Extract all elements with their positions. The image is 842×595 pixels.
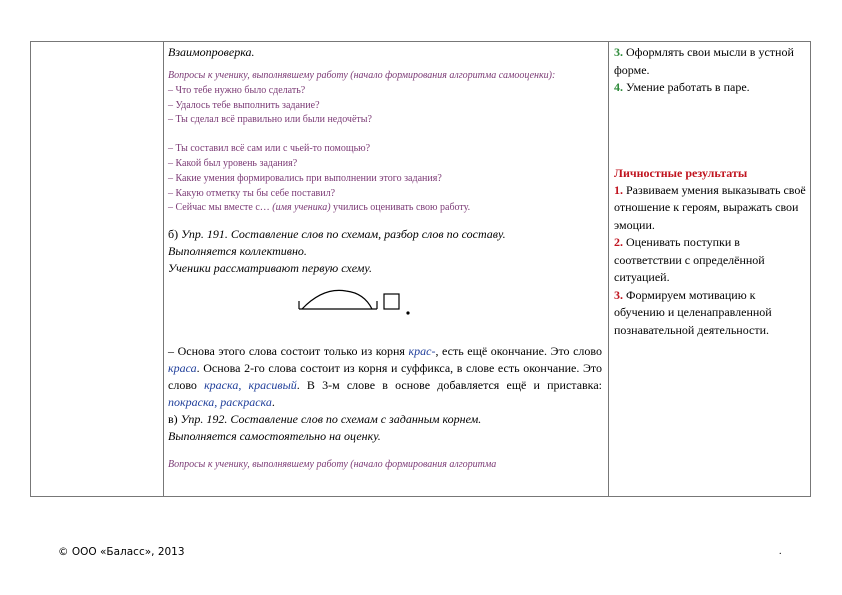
footer-dot: . [779,546,782,557]
lesson-table [30,41,811,497]
question: – Удалось тебе выполнить задание? [168,99,320,111]
task-c-line1: в) Упр. 192. Составление слов по схемам с заданным корнем. [168,412,482,427]
question: – Ты сделал всё правильно или были недочёты? [168,114,372,126]
task-b-line2: Выполняется коллективно. [168,244,307,259]
explanation-paragraph: – Основа этого слова состоит только из корня крас-, есть ещё окончание. Это слово краса. Основа 2-го слова состоит из корня и суффикса, в слове есть окончание. Это слово краска, красивый. В 3-м слове в основе добавляется ещё и приставка: покраска, раскраска. [168,344,602,410]
personal-item-3: 3. Формируем мотивацию к обучению и целенаправленной познавательной деятельности. [614,287,772,337]
task-b-line3: Ученики рассматривают первую схему. [168,261,372,276]
question: – Какие умения формировались при выполнении этого задания? [168,172,442,184]
questions-block [168,69,602,216]
question: – Какую отметку ты бы себе поставил? [168,187,336,199]
task-b-line1: б) Упр. 191. Составление слов по схемам, разбор слов по составу. [168,227,506,242]
word-scheme [168,283,602,329]
result-item-3: 3. Оформлять свои мысли в устной форме. [614,45,794,77]
personal-item-2: 2. Оценивать поступки в соответствии с определённой ситуацией. [614,235,765,284]
question: – Какой был уровень задания? [168,157,298,169]
result-item-4: 4. Умение работать в паре. [614,80,750,94]
questions-intro: Вопросы к ученику, выполнявшему работу (начало формирования алгоритма самооценки): [168,70,556,81]
root-scheme-icon [296,283,416,323]
questions-intro-repeat: Вопросы к ученику, выполнявшему работу (начало формирования алгоритма [168,459,497,471]
question: – Что тебе нужно было сделать? [168,84,306,96]
question: – Ты составил всё сам или с чьей-то помощью? [168,143,371,155]
right-column [609,42,810,496]
left-column [31,42,164,496]
section-title: Взаимопроверка. [168,45,255,59]
question-final: – Сейчас мы вместе с… (имя ученика) учились оценивать свою работу. [168,202,471,214]
middle-column [164,42,609,496]
personal-item-1: 1. Развиваем умения выказывать своё отношение к героям, выражать свои эмоции. [614,182,806,232]
footer-copyright: © ООО «Баласс», 2013 [58,546,185,558]
personal-results-title: Личностные результаты [614,165,748,180]
task-c-line2: Выполняется самостоятельно на оценку. [168,429,381,444]
